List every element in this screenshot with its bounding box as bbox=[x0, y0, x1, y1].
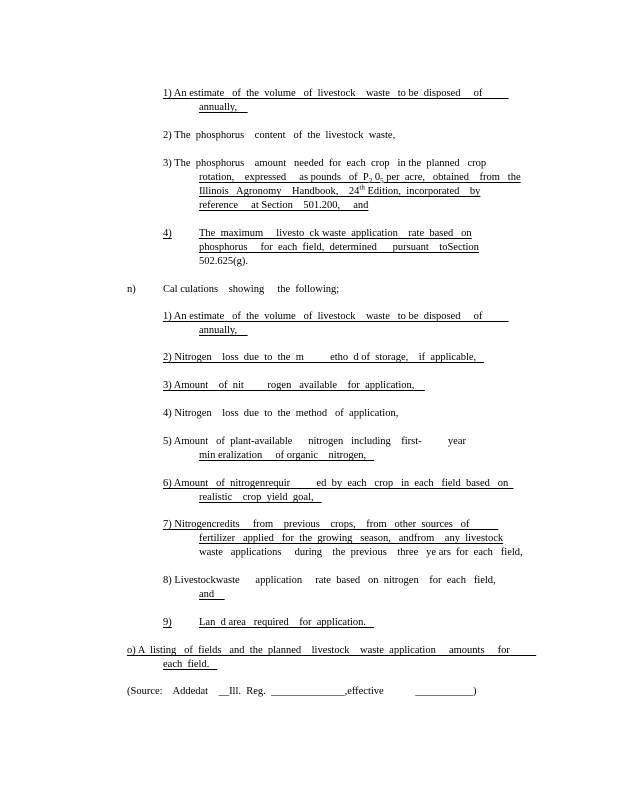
n-item-7-line-3: waste applications during the previous three ye ars for each field, bbox=[199, 547, 523, 558]
n-item-5-line-1: 5) Amount of plant-available nitrogen including first- year bbox=[163, 436, 466, 447]
m-item-4-number: 4) bbox=[163, 228, 172, 239]
m-item-4-line-2: phosphorus for each field, determined pursuant toSection bbox=[199, 242, 479, 253]
m-item-3-line-3: Illinois Agronomy Handbook, 24th Edition, incorporated by bbox=[199, 183, 481, 197]
m-item-2: 2) The phosphorus content of the livestock waste, bbox=[163, 130, 396, 141]
n-item-4: 4) Nitrogen loss due to the method of application, bbox=[163, 408, 399, 419]
n-item-1-line-1: 1) An estimate of the volume of livestock waste to be disposed of bbox=[163, 311, 509, 322]
m-item-3-line-1: 3) The phosphorus amount needed for each crop in the planned crop bbox=[163, 158, 487, 169]
n-item-7-line-2: fertilizer applied for the growing season, andfrom any livestock bbox=[199, 533, 504, 544]
m-item-1-line-2: annually, bbox=[199, 102, 248, 113]
n-item-5-line-2: min eralization of organic nitrogen, bbox=[199, 450, 375, 461]
o-item-line-1: o) A listing of fields and the planned livestock waste application amounts for bbox=[127, 645, 537, 656]
m-item-4-line-3: 502.625(g). bbox=[199, 256, 248, 267]
n-item-7-line-1: 7) Nitrogencredits from previous crops, from other sources of bbox=[163, 519, 499, 530]
n-item-8-line-1: 8) Livestockwaste application rate based on nitrogen for each field, bbox=[163, 575, 496, 586]
section-n-intro: Cal culations showing the following; bbox=[163, 284, 340, 295]
m-item-1-line-1: 1) An estimate of the volume of livestock waste to be disposed of bbox=[163, 88, 509, 99]
n-item-9-number: 9) bbox=[163, 617, 172, 628]
m-item-3-line-4: reference at Section 501.200, and bbox=[199, 200, 369, 211]
n-item-6-line-1: 6) Amount of nitrogenrequir ed by each crop in each field based on bbox=[163, 478, 514, 489]
section-n-label: n) bbox=[127, 284, 136, 295]
o-item-line-2: each field. bbox=[163, 659, 218, 670]
m-item-3-line-2: rotation, expressed as pounds of $P_2$ $0_5$ per acre, obtained from the bbox=[199, 172, 521, 186]
n-item-2: 2) Nitrogen loss due to the m etho d of storage, if applicable, bbox=[163, 352, 485, 363]
n-item-6-line-2: realistic crop yield goal, bbox=[199, 492, 322, 503]
n-item-8-line-2: and bbox=[199, 589, 225, 600]
n-item-1-line-2: annually, bbox=[199, 325, 248, 336]
n-item-9-text: Lan d area required for application. bbox=[199, 617, 374, 628]
n-item-3: 3) Amount of nit rogen available for application, bbox=[163, 380, 425, 391]
m-item-4-line-1: The maximum livesto ck waste application rate based on bbox=[199, 228, 472, 239]
source-citation: (Source: Addedat __Ill. Reg. ______________,effective ___________) bbox=[127, 686, 477, 697]
